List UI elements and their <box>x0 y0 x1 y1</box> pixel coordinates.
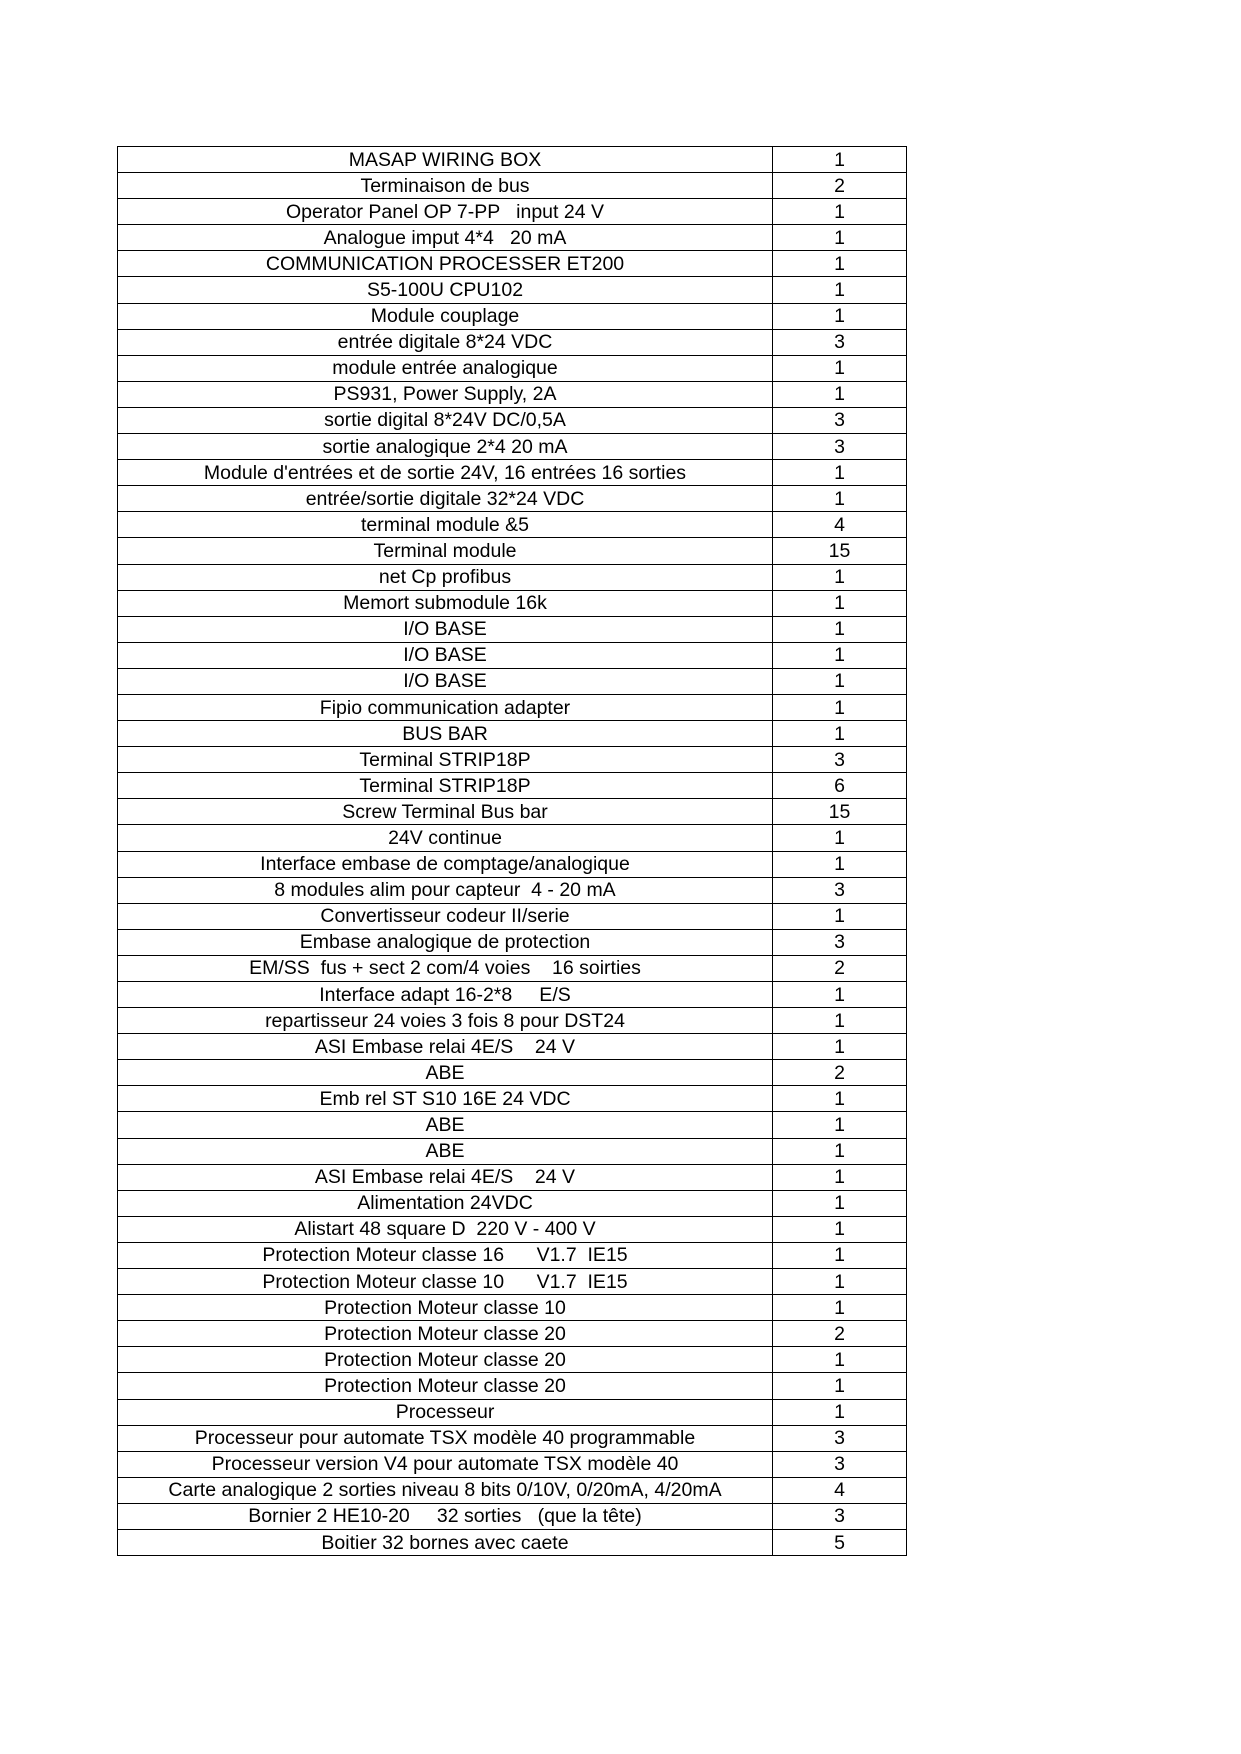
item-quantity-cell: 6 <box>773 773 907 799</box>
item-description-cell: module entrée analogique <box>118 355 773 381</box>
item-quantity-cell: 1 <box>773 486 907 512</box>
table-row <box>118 642 907 668</box>
item-description-cell: Boitier 32 bornes avec caete <box>118 1529 773 1555</box>
item-description-cell: COMMUNICATION PROCESSER ET200 <box>118 251 773 277</box>
table-row <box>118 1295 907 1321</box>
item-quantity-cell: 1 <box>773 355 907 381</box>
item-description-cell: Terminal STRIP18P <box>118 773 773 799</box>
item-quantity-cell: 1 <box>773 1347 907 1373</box>
item-quantity-cell: 2 <box>773 1060 907 1086</box>
table-row <box>118 903 907 929</box>
table-row <box>118 590 907 616</box>
item-quantity-cell: 1 <box>773 460 907 486</box>
item-quantity-cell: 1 <box>773 1216 907 1242</box>
item-quantity-cell: 3 <box>773 434 907 460</box>
item-description-cell: net Cp profibus <box>118 564 773 590</box>
item-description-cell: ABE <box>118 1112 773 1138</box>
table-row <box>118 929 907 955</box>
equipment-table-body <box>118 147 907 1556</box>
item-quantity-cell: 1 <box>773 1138 907 1164</box>
table-row <box>118 955 907 981</box>
item-quantity-cell: 3 <box>773 1451 907 1477</box>
item-quantity-cell: 5 <box>773 1529 907 1555</box>
item-quantity-cell: 1 <box>773 381 907 407</box>
item-description-cell: Processeur version V4 pour automate TSX modèle 40 <box>118 1451 773 1477</box>
item-description-cell: Convertisseur codeur II/serie <box>118 903 773 929</box>
item-quantity-cell: 1 <box>773 1295 907 1321</box>
item-quantity-cell: 1 <box>773 1242 907 1268</box>
table-row <box>118 381 907 407</box>
item-description-cell: Protection Moteur classe 20 <box>118 1321 773 1347</box>
item-quantity-cell: 15 <box>773 799 907 825</box>
table-row <box>118 564 907 590</box>
item-description-cell: entrée digitale 8*24 VDC <box>118 329 773 355</box>
item-quantity-cell: 1 <box>773 1269 907 1295</box>
item-quantity-cell: 1 <box>773 851 907 877</box>
item-quantity-cell: 1 <box>773 1373 907 1399</box>
item-quantity-cell: 1 <box>773 147 907 173</box>
table-row <box>118 1503 907 1529</box>
item-description-cell: Interface adapt 16-2*8 E/S <box>118 982 773 1008</box>
item-description-cell: Protection Moteur classe 10 V1.7 IE15 <box>118 1269 773 1295</box>
item-quantity-cell: 1 <box>773 564 907 590</box>
table-row <box>118 799 907 825</box>
item-description-cell: ASI Embase relai 4E/S 24 V <box>118 1164 773 1190</box>
table-row <box>118 1242 907 1268</box>
item-description-cell: I/O BASE <box>118 642 773 668</box>
item-quantity-cell: 1 <box>773 1034 907 1060</box>
item-description-cell: sortie digital 8*24V DC/0,5A <box>118 407 773 433</box>
table-row <box>118 486 907 512</box>
item-quantity-cell: 1 <box>773 277 907 303</box>
table-row <box>118 1399 907 1425</box>
item-quantity-cell: 1 <box>773 982 907 1008</box>
table-row <box>118 1269 907 1295</box>
table-row <box>118 407 907 433</box>
item-description-cell: Embase analogique de protection <box>118 929 773 955</box>
table-row <box>118 199 907 225</box>
table-row <box>118 538 907 564</box>
table-row <box>118 982 907 1008</box>
item-description-cell: Module d'entrées et de sortie 24V, 16 entrées 16 sorties <box>118 460 773 486</box>
item-description-cell: PS931, Power Supply, 2A <box>118 381 773 407</box>
item-quantity-cell: 4 <box>773 1477 907 1503</box>
table-row <box>118 1086 907 1112</box>
table-row <box>118 1034 907 1060</box>
item-description-cell: Protection Moteur classe 20 <box>118 1373 773 1399</box>
item-quantity-cell: 1 <box>773 590 907 616</box>
item-description-cell: ABE <box>118 1138 773 1164</box>
item-description-cell: 8 modules alim pour capteur 4 - 20 mA <box>118 877 773 903</box>
equipment-table <box>117 146 907 1556</box>
table-row <box>118 1347 907 1373</box>
table-row <box>118 173 907 199</box>
table-row <box>118 1425 907 1451</box>
table-row <box>118 303 907 329</box>
item-description-cell: Processeur pour automate TSX modèle 40 programmable <box>118 1425 773 1451</box>
table-row <box>118 225 907 251</box>
item-description-cell: Protection Moteur classe 16 V1.7 IE15 <box>118 1242 773 1268</box>
item-quantity-cell: 1 <box>773 251 907 277</box>
item-quantity-cell: 1 <box>773 825 907 851</box>
table-row <box>118 694 907 720</box>
table-row <box>118 512 907 538</box>
table-row <box>118 277 907 303</box>
table-row <box>118 1190 907 1216</box>
item-quantity-cell: 2 <box>773 955 907 981</box>
item-quantity-cell: 3 <box>773 877 907 903</box>
table-row <box>118 460 907 486</box>
equipment-list-sheet <box>117 146 906 1556</box>
item-quantity-cell: 3 <box>773 1503 907 1529</box>
item-quantity-cell: 15 <box>773 538 907 564</box>
item-quantity-cell: 1 <box>773 199 907 225</box>
item-quantity-cell: 2 <box>773 173 907 199</box>
item-description-cell: Module couplage <box>118 303 773 329</box>
item-description-cell: Protection Moteur classe 10 <box>118 1295 773 1321</box>
item-description-cell: I/O BASE <box>118 616 773 642</box>
item-quantity-cell: 1 <box>773 1399 907 1425</box>
item-quantity-cell: 1 <box>773 1112 907 1138</box>
table-row <box>118 329 907 355</box>
item-quantity-cell: 1 <box>773 616 907 642</box>
table-row <box>118 825 907 851</box>
item-description-cell: ASI Embase relai 4E/S 24 V <box>118 1034 773 1060</box>
item-description-cell: Terminal module <box>118 538 773 564</box>
item-quantity-cell: 1 <box>773 642 907 668</box>
item-description-cell: Bornier 2 HE10-20 32 sorties (que la tête) <box>118 1503 773 1529</box>
table-row <box>118 747 907 773</box>
item-description-cell: Protection Moteur classe 20 <box>118 1347 773 1373</box>
item-description-cell: BUS BAR <box>118 721 773 747</box>
item-description-cell: Terminaison de bus <box>118 173 773 199</box>
item-quantity-cell: 1 <box>773 303 907 329</box>
item-quantity-cell: 1 <box>773 1190 907 1216</box>
item-quantity-cell: 2 <box>773 1321 907 1347</box>
table-row <box>118 1060 907 1086</box>
item-description-cell: Fipio communication adapter <box>118 694 773 720</box>
item-quantity-cell: 1 <box>773 1008 907 1034</box>
table-row <box>118 616 907 642</box>
table-row <box>118 434 907 460</box>
item-quantity-cell: 1 <box>773 694 907 720</box>
table-row <box>118 251 907 277</box>
item-description-cell: Memort submodule 16k <box>118 590 773 616</box>
item-description-cell: Screw Terminal Bus bar <box>118 799 773 825</box>
table-row <box>118 1008 907 1034</box>
item-description-cell: ABE <box>118 1060 773 1086</box>
item-quantity-cell: 1 <box>773 225 907 251</box>
item-quantity-cell: 1 <box>773 1086 907 1112</box>
item-quantity-cell: 4 <box>773 512 907 538</box>
table-row <box>118 851 907 877</box>
table-row <box>118 1164 907 1190</box>
item-description-cell: I/O BASE <box>118 668 773 694</box>
item-description-cell: MASAP WIRING BOX <box>118 147 773 173</box>
table-row <box>118 1451 907 1477</box>
item-quantity-cell: 3 <box>773 747 907 773</box>
item-description-cell: Processeur <box>118 1399 773 1425</box>
item-description-cell: 24V continue <box>118 825 773 851</box>
table-row <box>118 1529 907 1555</box>
item-description-cell: S5-100U CPU102 <box>118 277 773 303</box>
table-row <box>118 877 907 903</box>
table-row <box>118 1477 907 1503</box>
item-description-cell: sortie analogique 2*4 20 mA <box>118 434 773 460</box>
table-row <box>118 721 907 747</box>
item-description-cell: entrée/sortie digitale 32*24 VDC <box>118 486 773 512</box>
item-quantity-cell: 1 <box>773 1164 907 1190</box>
item-quantity-cell: 1 <box>773 903 907 929</box>
item-quantity-cell: 3 <box>773 929 907 955</box>
item-description-cell: Emb rel ST S10 16E 24 VDC <box>118 1086 773 1112</box>
table-row <box>118 1138 907 1164</box>
table-row <box>118 1112 907 1138</box>
table-row <box>118 1373 907 1399</box>
item-quantity-cell: 3 <box>773 1425 907 1451</box>
item-quantity-cell: 3 <box>773 329 907 355</box>
item-description-cell: Operator Panel OP 7-PP input 24 V <box>118 199 773 225</box>
item-description-cell: terminal module &5 <box>118 512 773 538</box>
item-quantity-cell: 3 <box>773 407 907 433</box>
table-row <box>118 1216 907 1242</box>
item-description-cell: Interface embase de comptage/analogique <box>118 851 773 877</box>
item-description-cell: EM/SS fus + sect 2 com/4 voies 16 soirties <box>118 955 773 981</box>
item-description-cell: Alimentation 24VDC <box>118 1190 773 1216</box>
item-description-cell: Analogue imput 4*4 20 mA <box>118 225 773 251</box>
item-quantity-cell: 1 <box>773 668 907 694</box>
table-row <box>118 1321 907 1347</box>
item-description-cell: Terminal STRIP18P <box>118 747 773 773</box>
item-description-cell: repartisseur 24 voies 3 fois 8 pour DST24 <box>118 1008 773 1034</box>
item-quantity-cell: 1 <box>773 721 907 747</box>
table-row <box>118 668 907 694</box>
table-row <box>118 147 907 173</box>
item-description-cell: Carte analogique 2 sorties niveau 8 bits 0/10V, 0/20mA, 4/20mA <box>118 1477 773 1503</box>
table-row <box>118 355 907 381</box>
table-row <box>118 773 907 799</box>
item-description-cell: Alistart 48 square D 220 V - 400 V <box>118 1216 773 1242</box>
